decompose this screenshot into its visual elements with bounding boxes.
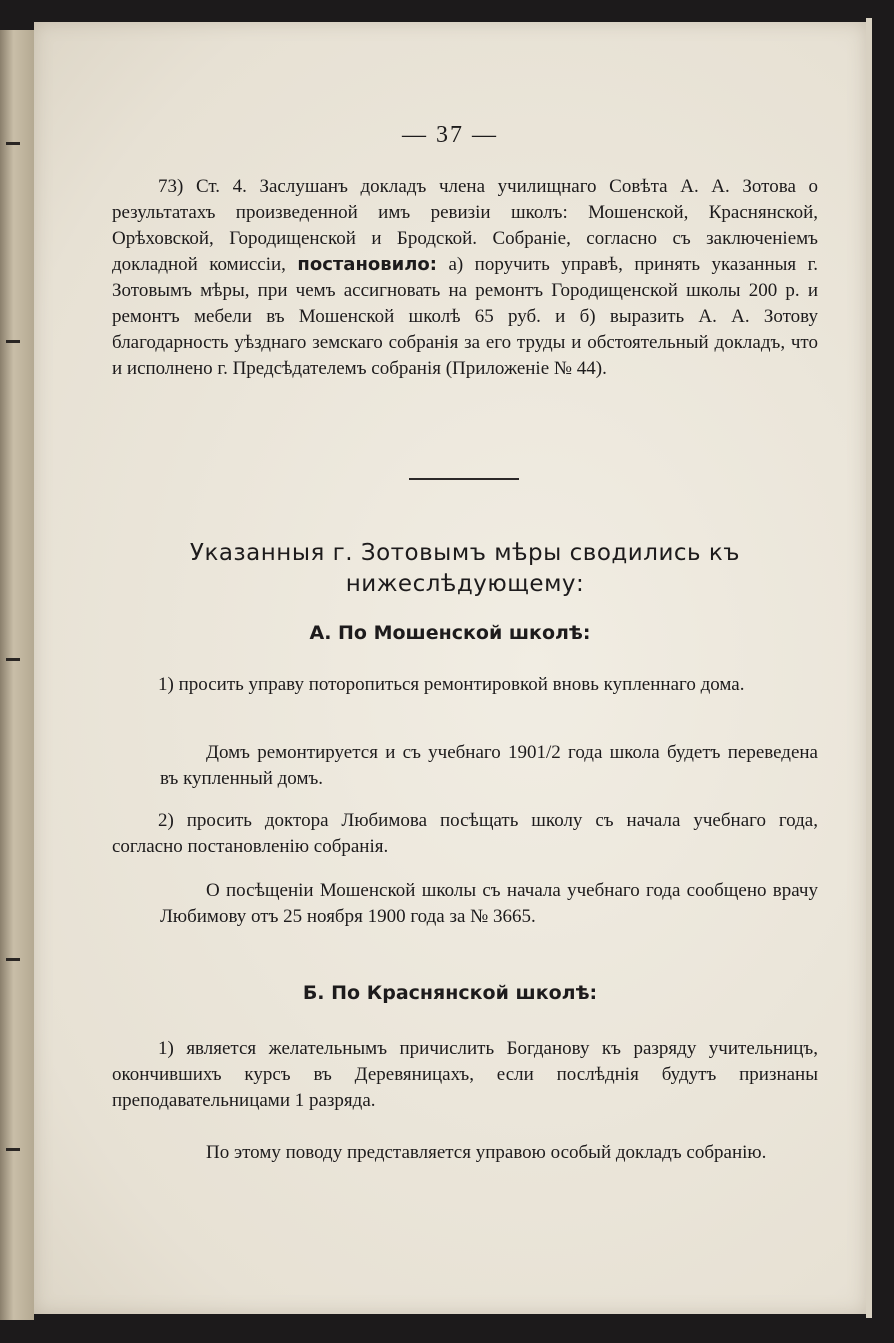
page-number: — 37 — [402, 122, 498, 148]
binding-mark [6, 958, 20, 961]
section-b-paragraph-2: По этому поводу представляется управою особый докладъ собранію. [206, 1142, 767, 1163]
section-a-paragraph-4: О посѣщеніи Мошенской школы съ начала учебнаго года сообщено врачу Любимову отъ 25 ноября 1900 года за № 3665. [160, 880, 818, 927]
paragraph-item-73 [112, 174, 818, 382]
page-right-edge [866, 18, 872, 1318]
binding-mark [6, 658, 20, 661]
section-b-paragraph-1: 1) является желательнымъ причислить Богданову къ разряду учительницъ, окончившихъ курсъ въ Деревяницахъ, если послѣднія будутъ признаны преподавательницами 1 разряда. [112, 1038, 818, 1111]
document-page [34, 22, 866, 1314]
book-binding-edge [0, 30, 34, 1320]
binding-mark [6, 340, 20, 343]
item-73-tail: а) поручить управѣ, принять указанныя г. Зотовымъ мѣры, при чемъ ассигновать на ремонтъ Городищенской школы 200 р. и ремонтъ мебели въ Мошенской школѣ 65 руб. и б) выразить А. А. Зотову благодарность уѣзднаго земскаго собранія за его труды и обстоятельный докладъ, что и исполнено г. Предсѣдателемъ собранія (Приложеніе № 44). [112, 254, 818, 379]
section-a-title: А. По Мошенской школѣ: [309, 622, 591, 644]
section-a-paragraph-1: 1) просить управу поторопиться ремонтировкой вновь купленнаго дома. [158, 674, 745, 695]
section-b-title: Б. По Краснянской школѣ: [302, 982, 598, 1004]
binding-mark [6, 1148, 20, 1151]
section-heading: Указанныя г. Зотовымъ мѣры сводились къ нижеслѣдующему: [189, 540, 741, 597]
item-73-lead: 73) Ст. 4. Заслушанъ докладъ члена училищнаго Совѣта А. А. Зотова о результатахъ произведенной имъ ревизіи школъ: Мошенской, Краснянской, Орѣховской, Городищенской и Бродской. Собраніе, согласно съ заключеніемъ докладной комиссіи, [112, 176, 818, 275]
section-divider [409, 478, 519, 480]
item-73-bold: постановило: [297, 254, 437, 275]
section-a-paragraph-3: 2) просить доктора Любимова посѣщать школу съ начала учебнаго года, согласно постановленію собранія. [112, 810, 818, 857]
section-a-paragraph-2: Домъ ремонтируется и съ учебнаго 1901/2 года школа будетъ переведена въ купленный домъ. [160, 742, 818, 789]
binding-mark [6, 142, 20, 145]
